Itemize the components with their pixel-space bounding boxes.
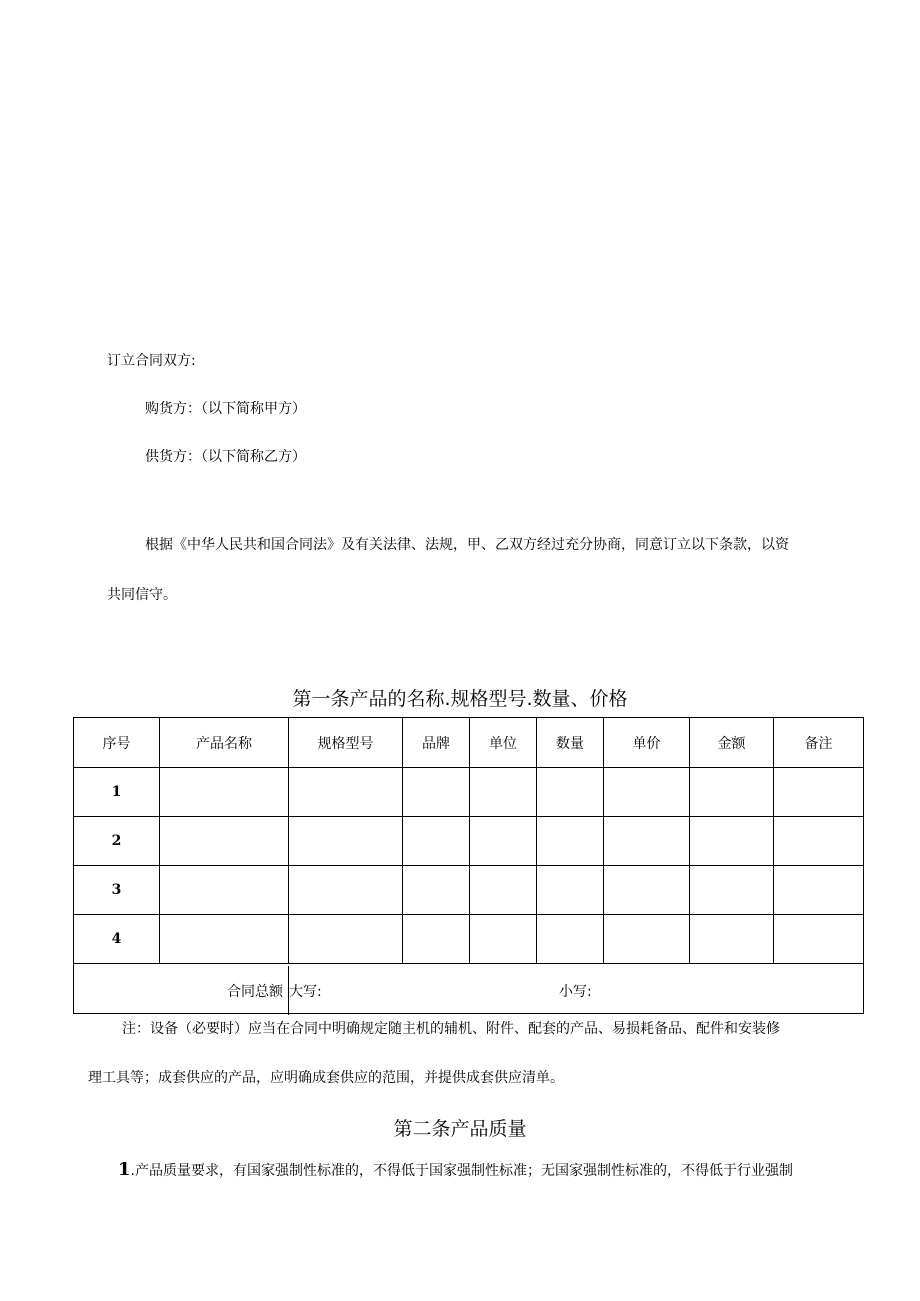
total-upper-label: 大写: (289, 984, 322, 1000)
cell-unit-price[interactable] (604, 915, 690, 964)
cell-quantity[interactable] (537, 768, 604, 817)
cell-product-name[interactable] (160, 915, 289, 964)
preamble-line-2: 共同信守。 (107, 587, 177, 603)
cell-model[interactable] (289, 915, 403, 964)
cell-unit[interactable] (470, 915, 537, 964)
cell-quantity[interactable] (537, 817, 604, 866)
row-index: 3 (74, 866, 160, 915)
row-index: 4 (74, 915, 160, 964)
article1-title: 第一条产品的名称.规格型号.数量、价格 (292, 688, 628, 710)
total-row (74, 964, 864, 1014)
table-header-row (74, 718, 864, 768)
cell-product-name[interactable] (160, 866, 289, 915)
cell-remarks[interactable] (774, 866, 864, 915)
table-row (74, 866, 864, 915)
cell-unit-price[interactable] (604, 817, 690, 866)
note-line-2: 理工具等；成套供应的产品，应明确成套供应的范围，并提供成套供应清单。 (88, 1070, 564, 1086)
seller-line: 供货方：（以下简称乙方） (145, 449, 306, 465)
total-row-divider (288, 966, 289, 1015)
total-label: 合同总额 (227, 984, 283, 1000)
product-spec-table (73, 717, 864, 1014)
cell-quantity[interactable] (537, 866, 604, 915)
cell-brand[interactable] (403, 817, 470, 866)
cell-amount[interactable] (690, 768, 774, 817)
col-header-brand: 品牌 (403, 718, 470, 768)
parties-heading: 订立合同双方: (107, 353, 196, 369)
cell-product-name[interactable] (160, 817, 289, 866)
cell-unit-price[interactable] (604, 768, 690, 817)
col-header-product-name: 产品名称 (160, 718, 289, 768)
col-header-unit: 单位 (470, 718, 537, 768)
item-text: .产品质量要求，有国家强制性标准的，不得低于国家强制性标准；无国家强制性标准的，不得低于行业强制 (130, 1163, 793, 1179)
table-row (74, 817, 864, 866)
cell-quantity[interactable] (537, 915, 604, 964)
article2-title: 第二条产品质量 (393, 1118, 527, 1140)
item-number: 1 (118, 1159, 131, 1180)
buyer-line: 购货方：（以下简称甲方） (145, 401, 306, 417)
col-header-amount: 金额 (690, 718, 774, 768)
cell-unit-price[interactable] (604, 866, 690, 915)
col-header-unit-price: 单价 (604, 718, 690, 768)
cell-model[interactable] (289, 768, 403, 817)
cell-product-name[interactable] (160, 768, 289, 817)
row-index: 1 (74, 768, 160, 817)
cell-unit[interactable] (470, 768, 537, 817)
table-row (74, 768, 864, 817)
col-header-model: 规格型号 (289, 718, 403, 768)
cell-amount[interactable] (690, 817, 774, 866)
cell-model[interactable] (289, 817, 403, 866)
col-header-index: 序号 (74, 718, 160, 768)
cell-unit[interactable] (470, 817, 537, 866)
cell-remarks[interactable] (774, 817, 864, 866)
cell-amount[interactable] (690, 915, 774, 964)
total-cell (74, 964, 864, 1014)
total-lower-label: 小写: (559, 984, 592, 1000)
cell-unit[interactable] (470, 866, 537, 915)
cell-amount[interactable] (690, 866, 774, 915)
cell-remarks[interactable] (774, 915, 864, 964)
cell-remarks[interactable] (774, 768, 864, 817)
preamble-line-1: 根据《中华人民共和国合同法》及有关法律、法规，甲、乙双方经过充分协商，同意订立以下条款，以资 (145, 537, 789, 553)
col-header-remarks: 备注 (774, 718, 864, 768)
table-row (74, 915, 864, 964)
row-index: 2 (74, 817, 160, 866)
note-line-1: 注：设备（必要时）应当在合同中明确规定随主机的辅机、附件、配套的产品、易损耗备品、配件和安装修 (122, 1021, 780, 1037)
article2-item-1 (118, 1159, 793, 1180)
col-header-quantity: 数量 (537, 718, 604, 768)
cell-model[interactable] (289, 866, 403, 915)
cell-brand[interactable] (403, 866, 470, 915)
cell-brand[interactable] (403, 915, 470, 964)
cell-brand[interactable] (403, 768, 470, 817)
